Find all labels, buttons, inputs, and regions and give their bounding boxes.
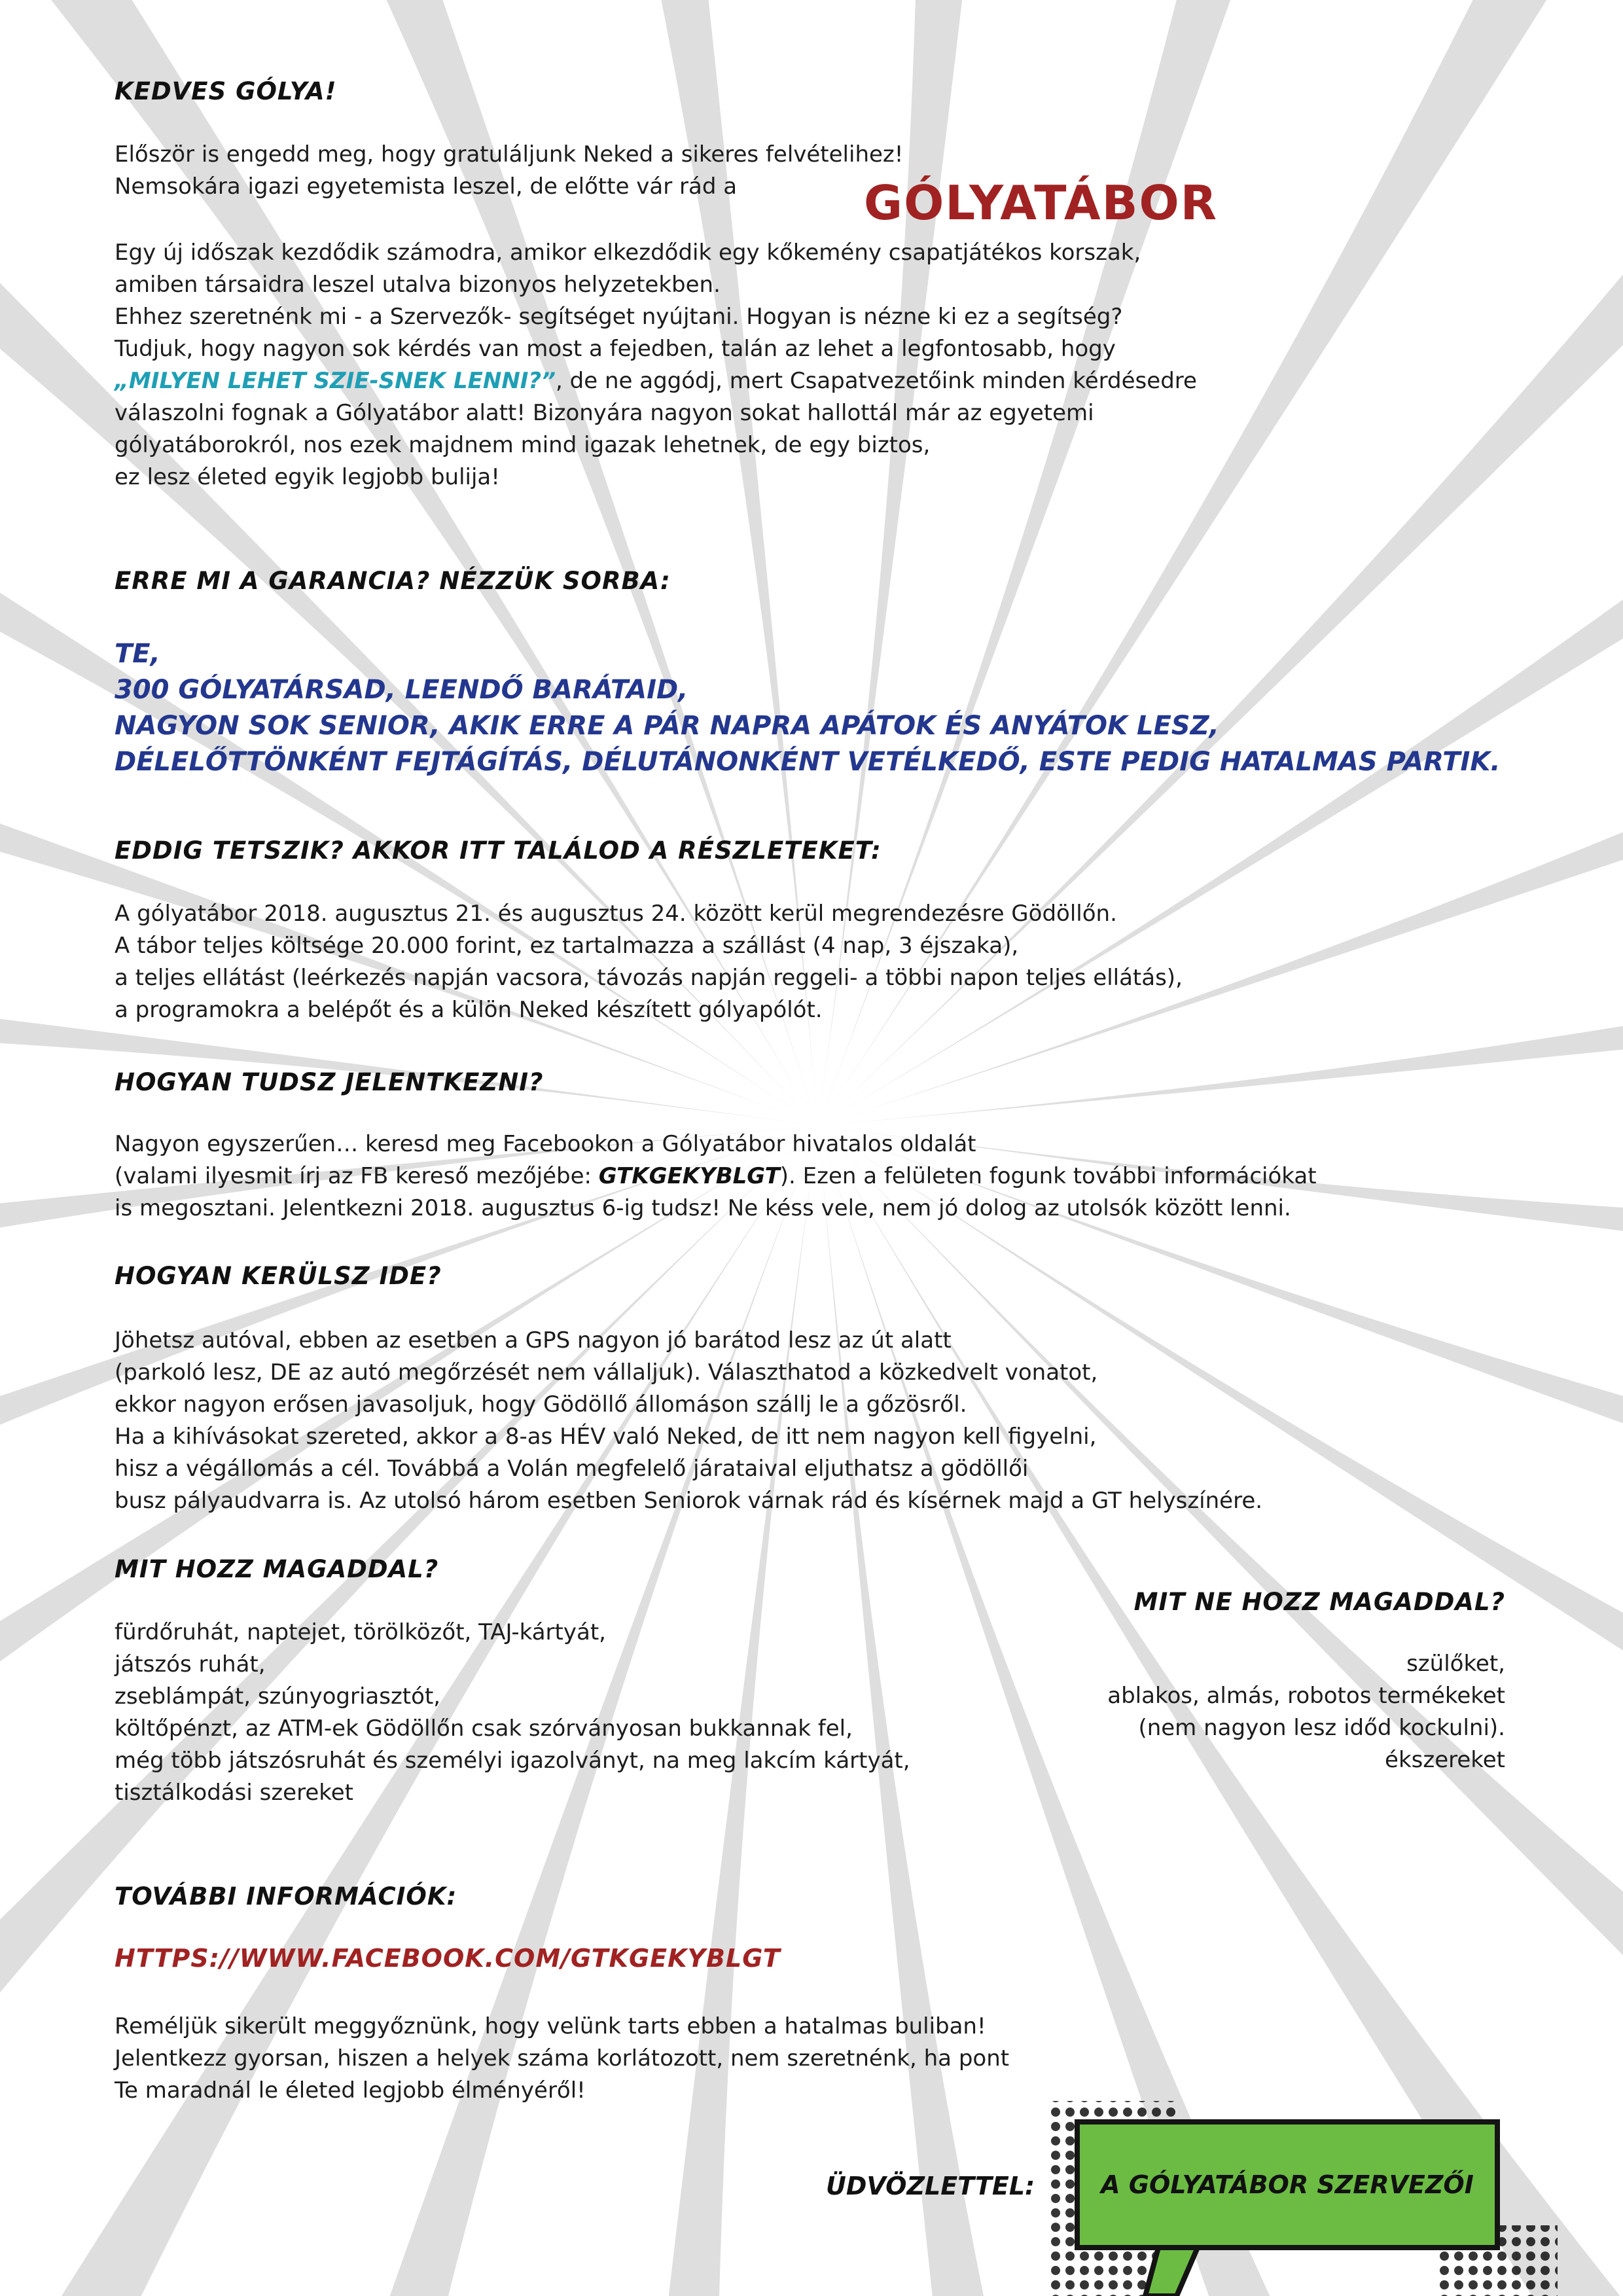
travel-paragraph	[115, 1325, 1262, 1517]
intro-line: válaszolni fognak a Gólyatábor alatt! Bizonyára nagyon sokat hallottál már az egyetemi	[115, 400, 1094, 426]
signature-label: ÜDVÖZLETTEL:	[826, 2172, 1035, 2200]
guarantee-heading: ERRE MI A GARANCIA? NÉZZÜK SORBA:	[115, 567, 671, 595]
guarantee-item: DÉLELŐTTÖNKÉNT FEJTÁGÍTÁS, DÉLUTÁNONKÉNT VETÉLKEDŐ, ESTE PEDIG HATALMAS PARTIK.	[115, 747, 1501, 777]
travel-line: hisz a végállomás a cél. Továbbá a Volán megfelelő járataival eljuthatsz a gödöllői	[115, 1456, 1029, 1482]
bring-item: zseblámpát, szúnyogriasztót,	[115, 1683, 441, 1710]
details-heading: EDDIG TETSZIK? AKKOR ITT TALÁLOD A RÉSZLETEKET:	[115, 836, 882, 865]
travel-line: Ha a kihívásokat szereted, akkor a 8-as HÉV való Neked, de itt nem nagyon kell figyelni,	[115, 1424, 1097, 1450]
bring-item: tisztálkodási szereket	[115, 1780, 353, 1806]
closing-line: Jelentkezz gyorsan, hiszen a helyek száma korlátozott, nem szeretnénk, ha pont	[115, 2045, 1010, 2072]
szie-question: „MILYEN LEHET SZIE-SNEK LENNI?”	[115, 368, 556, 394]
intro-question-line	[115, 365, 1197, 397]
travel-line: Jöhetsz autóval, ebben az esetben a GPS nagyon jó barátod lesz az út alatt	[115, 1327, 952, 1354]
apply-heading: HOGYAN TUDSZ JELENTKEZNI?	[115, 1068, 544, 1096]
dont-bring-heading: MIT NE HOZZ MAGADDAL?	[1133, 1588, 1505, 1616]
details-line: a teljes ellátást (leérkezés napján vacsora, távozás napján reggeli- a többi napon teljes ellátás),	[115, 965, 1183, 991]
travel-line: (parkoló lesz, DE az autó megőrzését nem vállaljuk). Választhatod a közkedvelt vonatot,	[115, 1359, 1098, 1386]
guarantee-item: NAGYON SOK SENIOR, AKIK ERRE A PÁR NAPRA APÁTOK ÉS ANYÁTOK LESZ,	[115, 711, 1219, 741]
facebook-search-term: GTKGEKYBLGT	[598, 1163, 780, 1189]
dont-bring-item: (nem nagyon lesz időd kockulni).	[1138, 1715, 1505, 1741]
dont-bring-list	[1107, 1648, 1505, 1776]
bring-list	[115, 1617, 910, 1809]
guarantee-item: TE,	[115, 639, 160, 669]
guarantee-list	[115, 636, 1501, 780]
guarantee-item: 300 GÓLYATÁRSAD, LEENDŐ BARÁTAID,	[115, 675, 688, 705]
intro-paragraph	[115, 237, 1197, 493]
apply-line: is megosztani. Jelentkezni 2018. augusztus 6-ig tudsz! Ne késs vele, nem jó dolog az utolsók között lenni.	[115, 1195, 1291, 1221]
intro-paragraph-top	[115, 139, 903, 203]
details-line: a programokra a belépőt és a külön Neked készített gólyapólót.	[115, 997, 823, 1023]
apply-paragraph	[115, 1128, 1317, 1225]
question-continuation: , de ne aggódj, mert Csapatvezetőink minden kérdésedre	[556, 368, 1197, 394]
closing-paragraph	[115, 2011, 1009, 2107]
facebook-link[interactable]: HTTPS://WWW.FACEBOOK.COM/GTKGEKYBLGT	[115, 1944, 781, 1973]
intro-line: gólyatáborokról, nos ezek majdnem mind igazak lehetnek, de egy biztos,	[115, 432, 931, 458]
dont-bring-item: ablakos, almás, robotos termékeket	[1107, 1683, 1505, 1709]
intro-line: amiben társaidra leszel utalva bizonyos helyzetekben.	[115, 272, 721, 298]
travel-heading: HOGYAN KERÜLSZ IDE?	[115, 1262, 442, 1290]
travel-line: busz pályaudvarra is. Az utolsó három esetben Seniorok várnak rád és kísérnek majd a GT helyszínére.	[115, 1488, 1263, 1514]
closing-line: Reméljük sikerült meggyőznünk, hogy velünk tarts ebben a hatalmas buliban!	[115, 2013, 986, 2039]
details-paragraph	[115, 898, 1183, 1026]
bring-item: játszós ruhát,	[115, 1651, 266, 1677]
dont-bring-item: ékszereket	[1385, 1747, 1505, 1773]
intro-line: Ehhez szeretnénk mi - a Szervezők- segítséget nyújtani. Hogyan is nézne ki ez a segítség?	[115, 304, 1123, 330]
details-line: A tábor teljes költsége 20.000 forint, ez tartalmazza a szállást (4 nap, 3 éjszaka),	[115, 933, 1019, 959]
apply-line-before: (valami ilyesmit írj az FB kereső mezőjébe:	[115, 1163, 599, 1189]
travel-line: ekkor nagyon erősen javasoljuk, hogy Gödöllő állomáson szállj le a gőzösről.	[115, 1391, 967, 1418]
intro-line: Először is engedd meg, hogy gratuláljunk Neked a sikeres felvételihez!	[115, 141, 904, 168]
organizers-signature: A GÓLYATÁBOR SZERVEZŐI	[1101, 2170, 1474, 2199]
intro-line: ez lesz életed egyik legjobb bulija!	[115, 464, 500, 490]
dont-bring-item: szülőket,	[1406, 1651, 1505, 1677]
intro-line: Tudjuk, hogy nagyon sok kérdés van most a fejedben, talán az lehet a legfontosabb, hogy	[115, 336, 1116, 362]
more-info-heading: TOVÁBBI INFORMÁCIÓK:	[115, 1882, 457, 1910]
bring-item: még több játszósruhát és személyi igazolványt, na meg lakcím kártyát,	[115, 1748, 910, 1774]
speech-bubble	[1075, 2119, 1500, 2250]
bring-heading: MIT HOZZ MAGADDAL?	[115, 1555, 439, 1583]
apply-line-after: ). Ezen a felületen fogunk további információkat	[779, 1163, 1317, 1189]
intro-line: Nemsokára igazi egyetemista leszel, de előtte vár rád a	[115, 173, 738, 200]
closing-line: Te maradnál le életed legjobb élményéről!	[115, 2077, 586, 2104]
apply-line: Nagyon egyszerűen… keresd meg Facebookon a Gólyatábor hivatalos oldalát	[115, 1131, 976, 1157]
golyatabor-highlight: GÓLYATÁBOR	[864, 175, 1219, 230]
greeting-heading: KEDVES GÓLYA!	[115, 77, 337, 105]
bring-item: költőpénzt, az ATM-ek Gödöllőn csak szórványosan bukkannak fel,	[115, 1715, 853, 1742]
details-line: A gólyatábor 2018. augusztus 21. és augusztus 24. között kerül megrendezésre Gödöllőn.	[115, 901, 1117, 927]
intro-line: Egy új időszak kezdődik számodra, amikor elkezdődik egy kőkemény csapatjátékos korszak,	[115, 240, 1141, 266]
bring-item: fürdőruhát, naptejet, törölközőt, TAJ-kártyát,	[115, 1619, 606, 1645]
apply-search-line	[115, 1160, 1317, 1193]
